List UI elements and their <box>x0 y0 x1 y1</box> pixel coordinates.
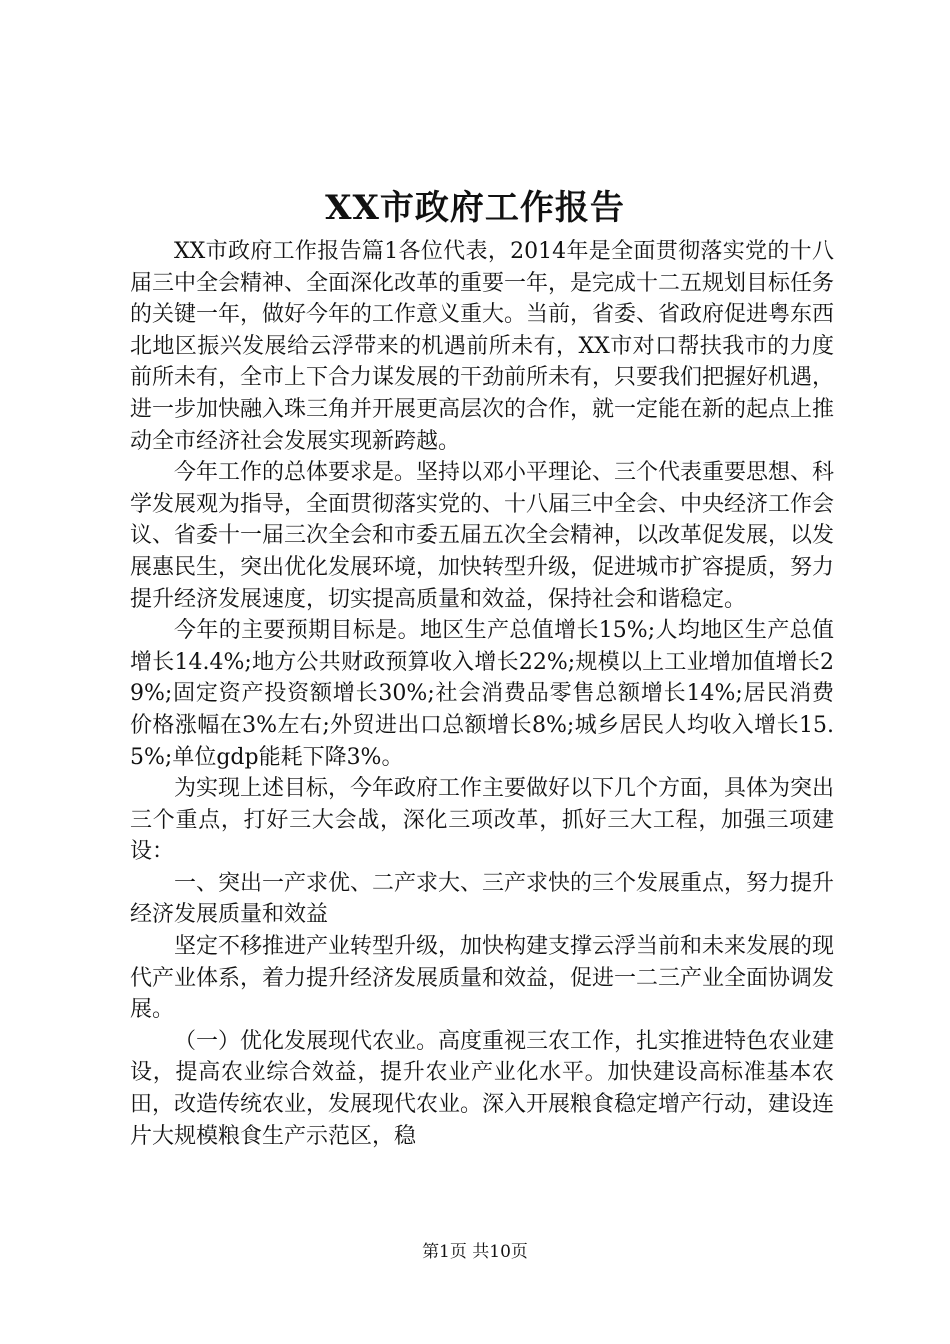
paragraph-1: XX市政府工作报告篇1各位代表，2014年是全面贯彻落实党的十八届三中全会精神、全面深化改革的重要一年，是完成十二五规划目标任务的关键一年，做好今年的工作意义重大。当前，省委、省政府促进粤东西北地区振兴发展给云浮带来的机遇前所未有，XX市对口帮扶我市的力度前所未有，全市上下合力谋发展的干劲前所未有，只要我们把握好机遇，进一步加快融入珠三角并开展更高层次的合作，就一定能在新的起点上推动全市经济社会发展实现新跨越。 <box>130 239 835 454</box>
paragraph-4: 为实现上述目标，今年政府工作主要做好以下几个方面，具体为突出三个重点，打好三大会战，深化三项改革，抓好三大工程，加强三项建设： <box>130 776 835 865</box>
paragraph-2: 今年工作的总体要求是。坚持以邓小平理论、三个代表重要思想、科学发展观为指导，全面贯彻落实党的、十八届三中全会、中央经济工作会议、省委十一届三次全会和市委五届五次全会精神，以改革促发展，以发展惠民生，突出优化发展环境，加快转型升级，促进城市扩容提质，努力提升经济发展速度，切实提高质量和效益，保持社会和谐稳定。 <box>130 460 835 612</box>
paragraph-6: 坚定不移推进产业转型升级，加快构建支撑云浮当前和未来发展的现代产业体系，着力提升经济发展质量和效益，促进一二三产业全面协调发展。 <box>130 934 835 1023</box>
paragraph-3: 今年的主要预期目标是。地区生产总值增长15%;人均地区生产总值增长14.4%;地方公共财政预算收入增长22%;规模以上工业增加值增长29%;固定资产投资额增长30%;社会消费品零售总额增长14%;居民消费价格涨幅在3%左右;外贸进出口总额增长8%;城乡居民人均收入增长15.5%;单位gdp能耗下降3%。 <box>130 618 834 770</box>
document-body <box>130 236 834 1152</box>
document-title: XX市政府工作报告 <box>325 188 625 228</box>
paragraph-7: （一）优化发展现代农业。高度重视三农工作，扎实推进特色农业建设，提高农业综合效益，提升农业产业化水平。加快建设高标准基本农田，改造传统农业，发展现代农业。深入开展粮食稳定增产行动，建设连片大规模粮食生产示范区，稳 <box>130 1028 835 1149</box>
page-footer: 第1页 共10页 <box>422 1242 528 1262</box>
paragraph-5-section-heading: 一、突出一产求优、二产求大、三产求快的三个发展重点，努力提升经济发展质量和效益 <box>130 870 835 928</box>
